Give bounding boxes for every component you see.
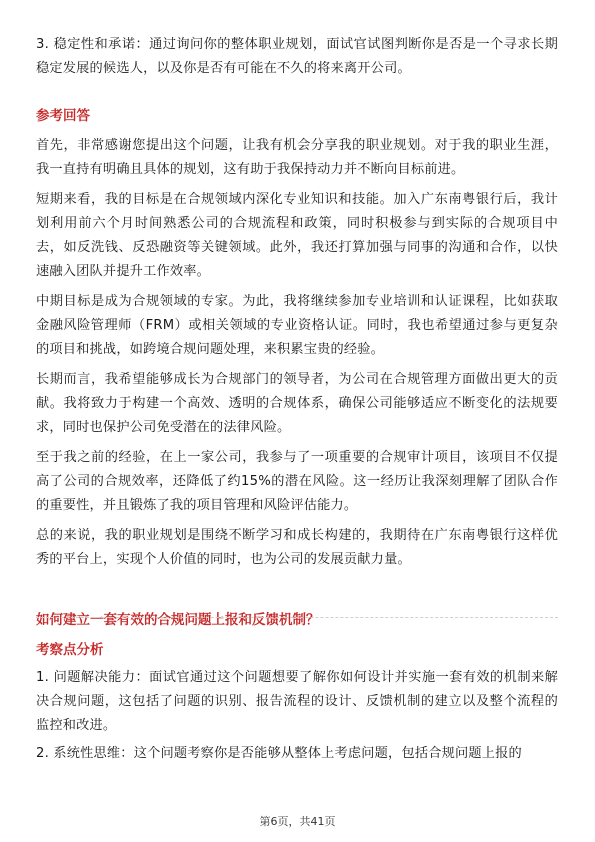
analysis-point: 1. 问题解决能力：面试官通过这个问题想要了解你如何设计并实施一套有效的机制来解决合规问题，这包括了问题的识别、报告流程的设计、反馈机制的建立以及整个流程的监控和改进。 [36, 670, 558, 733]
answer-paragraph: 首先，非常感谢您提出这个问题，让我有机会分享我的职业规划。对于我的职业生涯，我一直持有明确且具体的规划，这有助于我保持动力并不断向目标前进。 [36, 138, 558, 177]
answer-paragraph: 短期来看，我的目标是在合规领域内深化专业知识和技能。加入广东南粤银行后，我计划利用前六个月时间熟悉公司的合规流程和政策，同时积极参与到实际的合规项目中去，如反洗钱、反恐融资等关键领域。此外，我还打算加强与同事的沟通和合作，以快速融入团队并提升工作效率。 [36, 192, 558, 279]
answer-paragraph: 长期而言，我希望能够成长为合规部门的领导者，为公司在合规管理方面做出更大的贡献。我将致力于构建一个高效、透明的合规体系，确保公司能够适应不断变化的法规要求，同时也保护公司免受潜在的法律风险。 [36, 372, 558, 435]
page-content [36, 0, 558, 766]
page-number: 第6页，共41页 [259, 815, 336, 828]
answer-paragraph: 中期目标是成为合规领域的专家。为此，我将继续参加专业培训和认证课程，比如获取金融风险管理师（FRM）或相关领域的专业资格认证。同时，我也希望通过参与更复杂的项目和挑战，如跨境合规问题处理，来积累宝贵的经验。 [36, 294, 558, 357]
analysis-heading: 考察点分析 [36, 642, 104, 658]
question-title: 如何建立一套有效的合规问题上报和反馈机制？ [36, 612, 320, 628]
answer-paragraph: 总的来说，我的职业规划是围绕不断学习和成长构建的，我期待在广东南粤银行这样优秀的平台上，实现个人价值的同时，也为公司的发展贡献力量。 [36, 528, 558, 567]
intro-point: 3. 稳定性和承诺：通过询问你的整体职业规划，面试官试图判断你是否是一个寻求长期稳定发展的候选人，以及你是否有可能在不久的将来离开公司。 [36, 37, 558, 76]
section-divider [36, 617, 558, 618]
answer-heading: 参考回答 [36, 108, 90, 124]
answer-paragraph: 至于我之前的经验，在上一家公司，我参与了一项重要的合规审计项目，该项目不仅提高了公司的合规效率，还降低了约15%的潜在风险。这一经历让我深刻理解了团队合作的重要性，并且锻炼了我的项目管理和风险评估能力。 [36, 450, 558, 513]
analysis-point: 2. 系统性思维：这个问题考察你是否能够从整体上考虑问题，包括合规问题上报的 [36, 746, 522, 761]
